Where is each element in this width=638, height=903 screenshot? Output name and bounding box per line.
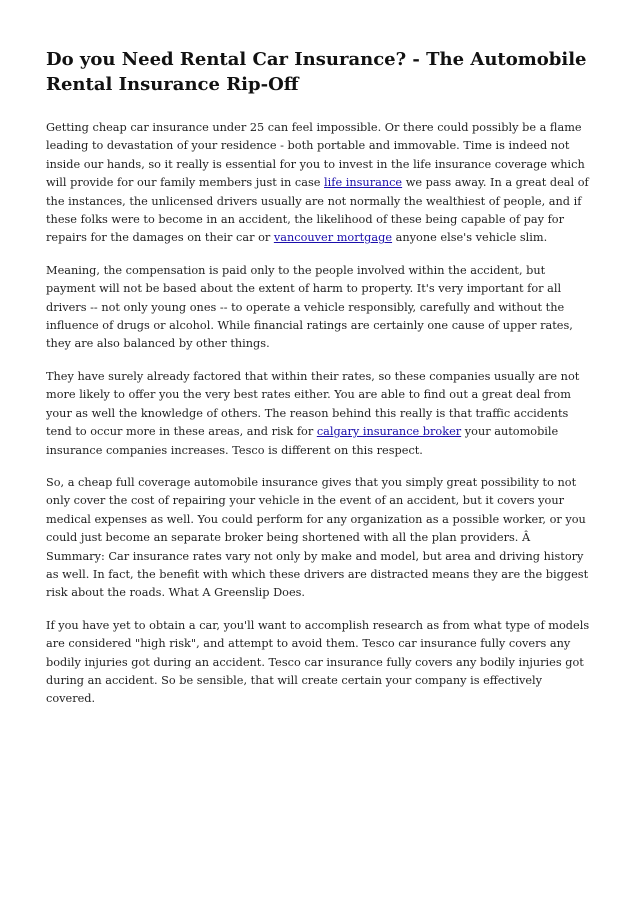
calgary-insurance-broker-link[interactable]: calgary insurance broker [316, 425, 462, 439]
paragraph-4: So, a cheap full coverage automobile insurance gives that you simply great possibility to not only cover the cost of repairing your vehicle in the event of an accident, but it covers your medical expenses as well. You could perform for any organization as a possible worker, or you could just become an separate broker being shortened with all the plan providers. Â Summary: Car insurance rates vary not only by make and model, but area and driving history as well. In fact, the benefit with which these drivers are distracted means they are the biggest risk about the roads. What A Greenslip Does. [46, 475, 589, 600]
paragraph-5: If you have yet to obtain a car, you'll want to accomplish research as from what type of models are considered "high risk", and attempt to avoid them. Tesco car insurance fully covers any bodily injuries got during an accident. Tesco car insurance fully covers any bodily injuries got during an accident. So be sensible, that will create certain your company is effectively covered. [46, 618, 590, 706]
paragraph-1-text-b: we pass away. In a great deal of the instances, the unlicensed drivers usually are not normally the wealthiest of people, and if these folks were to become in an accident, the likelihood of these being capable of pay for repairs for the damages on their car or [46, 176, 589, 245]
paragraph-1-text-c: anyone else's vehicle slim. [392, 231, 548, 245]
page-title: Do you Need Rental Car Insurance? - The Automobile Rental Insurance Rip-Off [46, 49, 587, 95]
paragraph-3-text-b: your automobile insurance companies increases. Tesco is different on this respect. [46, 425, 559, 457]
paragraph-3 [46, 368, 592, 460]
paragraph-1-text-a: Getting cheap car insurance under 25 can feel impossible. Or there could possibly be a flame leading to devastation of your residence - both portable and immovable. Time is indeed not inside our hands, so it really is essential for you to invest in the life insurance coverage which will provide for our family members just in case [46, 121, 585, 190]
vancouver-mortgage-link[interactable]: vancouver mortgage [273, 231, 393, 245]
life-insurance-link[interactable]: life insurance [324, 176, 403, 190]
paragraph-2: Meaning, the compensation is paid only to the people involved within the accident, but payment will not be based about the extent of harm to property. It's very important for all drivers -- not only young ones -- to operate a vehicle responsibly, carefully and without the influence of drugs or alcohol. While financial ratings are certainly one cause of upper rates, they are also balanced by other things. [46, 263, 573, 351]
paragraph-1 [46, 119, 592, 248]
paragraph-3-text-a: They have surely already factored that within their rates, so these companies usually are not more likely to offer you the very best rates either. You are able to find out a great deal from your as well the knowledge of others. The reason behind this really is that traffic accidents tend to occur more in these areas, and risk for [46, 369, 580, 439]
